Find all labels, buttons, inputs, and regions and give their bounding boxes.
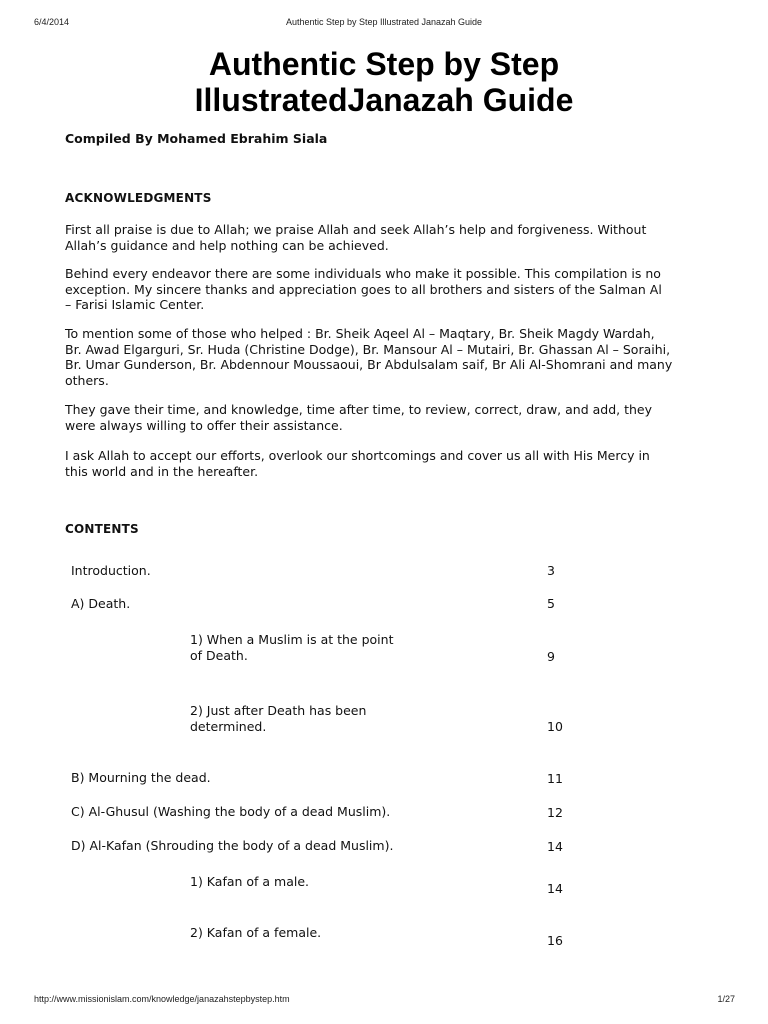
paragraph-line: Allah’s guidance and help nothing can be achieved. <box>65 237 389 253</box>
paragraph-line: Br. Awad Elgarguri, Sr. Huda (Christine Dodge), Br. Mansour Al – Mutairi, Br. Ghassan Al – Soraihi, <box>65 341 671 357</box>
toc-entry <box>71 838 393 854</box>
title-line-1: Authentic Step by Step <box>208 46 560 82</box>
toc-page-number: 5 <box>547 596 555 611</box>
paragraph <box>65 222 715 253</box>
acknowledgments-heading: ACKNOWLEDGMENTS <box>65 191 212 205</box>
toc-entry <box>190 925 321 941</box>
toc-page-number: 14 <box>547 881 563 896</box>
print-header-title: Authentic Step by Step Illustrated Janazah Guide <box>285 17 483 27</box>
toc-page-number: 14 <box>547 839 563 854</box>
toc-page-number: 12 <box>547 805 563 820</box>
toc-entry-text: 1) When a Muslim is at the point <box>190 632 394 647</box>
paragraph <box>65 402 715 433</box>
paragraph-line: To mention some of those who helped : Br. Sheik Aqeel Al – Maqtary, Br. Sheik Magdy Wardah, <box>65 326 655 341</box>
contents-heading: CONTENTS <box>65 522 139 536</box>
compiled-by: Compiled By Mohamed Ebrahim Siala <box>65 131 328 146</box>
toc-entry-text: B) Mourning the dead. <box>71 770 211 785</box>
toc-entry-text: 1) Kafan of a male. <box>190 874 310 889</box>
toc-page-number: 3 <box>547 563 555 578</box>
paragraph-line: exception. My sincere thanks and appreciation goes to all brothers and sisters of the Salman Al <box>65 281 662 297</box>
toc-entry-text: 2) Just after Death has been <box>190 703 367 718</box>
print-page-number: 1/27 <box>717 994 735 1004</box>
toc-entry <box>71 770 211 786</box>
paragraph-line: They gave their time, and knowledge, time after time, to review, correct, draw, and add, they <box>65 402 653 417</box>
toc-entry-text: of Death. <box>190 648 248 663</box>
toc-entry <box>190 703 366 735</box>
paragraph-line: were always willing to offer their assistance. <box>65 417 343 433</box>
paragraph-line: others. <box>65 372 109 388</box>
print-footer-url: http://www.missionislam.com/knowledge/janazahstepbystep.htm <box>34 994 290 1004</box>
toc-page-number: 9 <box>547 649 555 664</box>
toc-entry-text: 2) Kafan of a female. <box>190 925 322 940</box>
paragraph <box>65 448 715 479</box>
paragraph-line: Behind every endeavor there are some individuals who make it possible. This compilation is no <box>65 266 661 281</box>
toc-entry <box>71 596 130 612</box>
title-line-2: IllustratedJanazah Guide <box>194 82 574 118</box>
paragraph-line: First all praise is due to Allah; we praise Allah and seek Allah’s help and forgiveness. Without <box>65 222 647 237</box>
paragraph-line: this world and in the hereafter. <box>65 463 259 479</box>
paragraph-line: – Farisi Islamic Center. <box>65 297 205 312</box>
toc-entry-text: Introduction. <box>71 563 151 578</box>
paragraph <box>65 266 715 313</box>
toc-entry <box>71 804 390 820</box>
document-title <box>0 46 768 118</box>
toc-entry-text: A) Death. <box>71 596 131 611</box>
toc-page-number: 11 <box>547 771 563 786</box>
paragraph-line: Br. Umar Gunderson, Br. Abdennour Moussaoui, Br Abdulsalam saif, Br Ali Al-Shomrani and many <box>65 357 673 372</box>
toc-entry <box>190 874 309 890</box>
toc-entry <box>190 632 393 664</box>
toc-entry-text: determined. <box>190 719 267 734</box>
toc-entry <box>71 563 151 579</box>
toc-page-number: 10 <box>547 719 563 734</box>
paragraph-line: I ask Allah to accept our efforts, overlook our shortcomings and cover us all with His Mercy in <box>65 448 650 463</box>
toc-entry-text: D) Al-Kafan (Shrouding the body of a dead Muslim). <box>71 838 394 853</box>
toc-entry-text: C) Al-Ghusul (Washing the body of a dead Muslim). <box>71 804 391 819</box>
toc-page-number: 16 <box>547 933 563 948</box>
print-date: 6/4/2014 <box>34 17 70 27</box>
paragraph <box>65 326 715 388</box>
